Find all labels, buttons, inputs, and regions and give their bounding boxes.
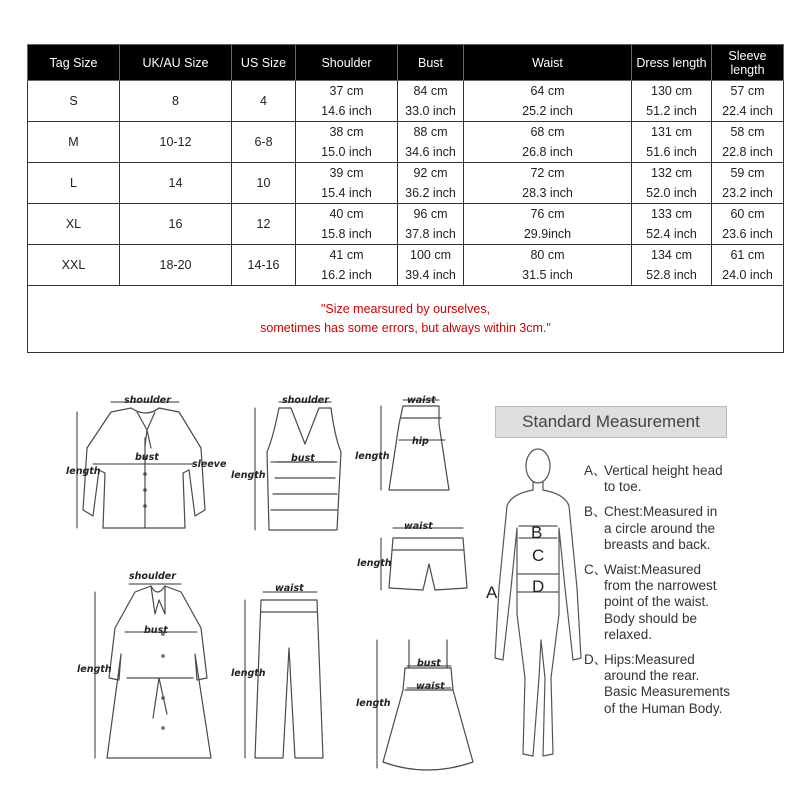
header-dress-length: Dress length xyxy=(632,45,712,81)
definition-line: breasts and back. xyxy=(604,536,711,552)
standard-measurement-title xyxy=(495,406,727,438)
definition-text xyxy=(604,463,723,495)
definition-line: around the rear. xyxy=(604,668,700,684)
coat-bust-label: bust xyxy=(144,625,168,636)
cell-bust-line: 33.0 inch xyxy=(405,104,456,118)
cell-waist xyxy=(464,204,632,245)
coat-length-label: length xyxy=(77,664,112,675)
table-row xyxy=(28,204,784,245)
definition-line: relaxed. xyxy=(604,626,653,642)
cell-shoulder-line: 14.6 inch xyxy=(321,104,372,118)
definition-text xyxy=(604,504,717,553)
cell-waist xyxy=(464,122,632,163)
definition-item xyxy=(584,652,764,717)
cell-shoulder-line: 15.8 inch xyxy=(321,227,372,241)
cell-sleeve xyxy=(712,81,784,122)
cell-bust-line: 92 cm xyxy=(413,166,448,180)
shorts-sketch xyxy=(389,538,467,590)
cell-sleeve-line: 61 cm xyxy=(730,248,765,262)
cell-tag: XXL xyxy=(28,245,120,286)
cell-bust xyxy=(398,204,464,245)
cell-uk: 16 xyxy=(120,204,232,245)
table-row xyxy=(28,81,784,122)
skirt-waist-label: waist xyxy=(407,395,436,406)
measurement-note xyxy=(28,286,784,353)
cell-waist-line: 68 cm xyxy=(530,125,565,139)
definition-key: A、 xyxy=(584,463,607,478)
definition-key: D、 xyxy=(584,652,608,668)
cell-shoulder-line: 41 cm xyxy=(329,248,364,262)
definition-text xyxy=(604,652,730,717)
note-line-2: sometimes has some errors, but always within 3cm." xyxy=(260,321,551,335)
cell-bust-line: 100 cm xyxy=(410,248,451,262)
trousers-waist-label: waist xyxy=(275,583,304,594)
coat-sketch xyxy=(107,586,211,758)
blouse-sleeve-label: sleeve xyxy=(192,459,227,470)
cell-sleeve xyxy=(712,163,784,204)
note-row xyxy=(28,286,784,353)
cell-us: 6-8 xyxy=(232,122,296,163)
definition-item xyxy=(584,463,764,495)
blouse-length-label: length xyxy=(66,466,101,477)
tank-top-sketch xyxy=(267,408,341,530)
definition-line: Waist:Measured xyxy=(604,562,702,578)
cell-waist-line: 31.5 inch xyxy=(522,268,573,282)
definition-line: Basic Measurements xyxy=(604,684,731,700)
body-letter-c: C xyxy=(532,546,545,565)
cell-sleeve xyxy=(712,204,784,245)
cell-bust-line: 39.4 inch xyxy=(405,268,456,282)
cell-shoulder xyxy=(296,245,398,286)
cell-sleeve xyxy=(712,122,784,163)
cell-us: 14-16 xyxy=(232,245,296,286)
blouse-bust-label: bust xyxy=(135,452,159,463)
definition-key: B、 xyxy=(584,504,607,520)
header-uk-au-size: UK/AU Size xyxy=(120,45,232,81)
cell-waist xyxy=(464,81,632,122)
definition-key: C、 xyxy=(584,562,608,578)
dress-waist-label: waist xyxy=(416,681,445,692)
cell-dress-line: 52.8 inch xyxy=(646,268,697,282)
table-header-row xyxy=(28,45,784,81)
cell-dress-line: 134 cm xyxy=(651,248,692,262)
cell-sleeve-line: 60 cm xyxy=(730,207,765,221)
tank-bust-label: bust xyxy=(291,453,315,464)
cell-shoulder-line: 16.2 inch xyxy=(321,268,372,282)
definition-line: point of the waist. xyxy=(604,594,710,610)
cell-bust-line: 96 cm xyxy=(413,207,448,221)
cell-dress xyxy=(632,204,712,245)
cell-bust-line: 84 cm xyxy=(413,84,448,98)
cell-bust xyxy=(398,163,464,204)
header-tag-size: Tag Size xyxy=(28,45,120,81)
cell-dress xyxy=(632,81,712,122)
cell-shoulder-line: 15.4 inch xyxy=(321,186,372,200)
cell-dress-line: 51.6 inch xyxy=(646,145,697,159)
header-bust: Bust xyxy=(398,45,464,81)
header-waist: Waist xyxy=(464,45,632,81)
cell-uk: 8 xyxy=(120,81,232,122)
note-line-1: "Size mearsured by ourselves, xyxy=(320,302,491,316)
header-us-size: US Size xyxy=(232,45,296,81)
cell-us: 10 xyxy=(232,163,296,204)
cell-waist-line: 25.2 inch xyxy=(522,104,573,118)
cell-shoulder-line: 15.0 inch xyxy=(321,145,372,159)
cell-waist-line: 64 cm xyxy=(530,84,565,98)
cell-shoulder-line: 40 cm xyxy=(329,207,364,221)
cell-dress xyxy=(632,245,712,286)
human-body-sketch xyxy=(495,449,581,756)
cell-waist-line: 28.3 inch xyxy=(522,186,573,200)
cell-dress-line: 130 cm xyxy=(651,84,692,98)
trousers-length-label: length xyxy=(231,668,266,679)
definition-line: Hips:Measured xyxy=(604,652,695,668)
cell-shoulder xyxy=(296,81,398,122)
definition-line: to toe. xyxy=(604,479,642,495)
cell-bust-line: 37.8 inch xyxy=(405,227,456,241)
cell-uk: 10-12 xyxy=(120,122,232,163)
cell-sleeve xyxy=(712,245,784,286)
cell-dress-line: 51.2 inch xyxy=(646,104,697,118)
shorts-length-label: length xyxy=(357,558,392,569)
definition-item xyxy=(584,504,764,553)
definition-line: Vertical height head xyxy=(604,463,723,478)
header-sleeve-length: Sleeve length xyxy=(712,45,784,81)
cell-shoulder xyxy=(296,163,398,204)
measurement-definitions xyxy=(584,463,764,726)
cell-dress-line: 132 cm xyxy=(651,166,692,180)
cell-waist xyxy=(464,163,632,204)
definition-item xyxy=(584,562,764,643)
cell-dress-line: 52.0 inch xyxy=(646,186,697,200)
definition-line: a circle around the xyxy=(604,520,716,536)
blouse-shoulder-label: shoulder xyxy=(124,395,171,406)
cell-shoulder xyxy=(296,204,398,245)
tank-length-label: length xyxy=(231,470,266,481)
cell-uk: 14 xyxy=(120,163,232,204)
body-letter-d: D xyxy=(532,577,545,596)
shorts-waist-label: waist xyxy=(404,521,433,532)
skirt-hip-label: hip xyxy=(412,436,429,447)
cell-waist-line: 76 cm xyxy=(530,207,565,221)
cell-waist-line: 29.9inch xyxy=(523,227,572,241)
cell-sleeve-line: 23.2 inch xyxy=(722,186,773,200)
cell-sleeve-line: 23.6 inch xyxy=(722,227,773,241)
skirt-sketch xyxy=(389,406,449,490)
cell-dress xyxy=(632,122,712,163)
cell-dress-line: 52.4 inch xyxy=(646,227,697,241)
skirt-length-label: length xyxy=(355,451,390,462)
cell-us: 12 xyxy=(232,204,296,245)
body-letter-a: A xyxy=(486,583,498,602)
cell-dress-line: 131 cm xyxy=(651,125,692,139)
table-row xyxy=(28,122,784,163)
cell-waist-line: 26.8 inch xyxy=(522,145,573,159)
cell-bust-line: 88 cm xyxy=(413,125,448,139)
tank-shoulder-label: shoulder xyxy=(282,395,329,406)
blouse-sketch xyxy=(83,408,205,528)
coat-shoulder-label: shoulder xyxy=(129,571,176,582)
cell-bust xyxy=(398,81,464,122)
table-row xyxy=(28,163,784,204)
cell-tag: M xyxy=(28,122,120,163)
cell-sleeve-line: 57 cm xyxy=(730,84,765,98)
definition-line: of the Human Body. xyxy=(604,700,723,716)
cell-sleeve-line: 22.4 inch xyxy=(722,104,773,118)
trousers-sketch xyxy=(255,600,323,758)
cell-waist-line: 80 cm xyxy=(530,248,565,262)
cell-sleeve-line: 58 cm xyxy=(730,125,765,139)
cell-waist xyxy=(464,245,632,286)
cell-tag: XL xyxy=(28,204,120,245)
cell-sleeve-line: 59 cm xyxy=(730,166,765,180)
measurement-guide-figure xyxy=(55,378,763,794)
cell-waist-line: 72 cm xyxy=(530,166,565,180)
cell-shoulder-line: 38 cm xyxy=(329,125,364,139)
cell-tag: S xyxy=(28,81,120,122)
dress-bust-label: bust xyxy=(417,658,441,669)
cell-dress-line: 133 cm xyxy=(651,207,692,221)
definition-text xyxy=(604,562,717,643)
body-letter-b: B xyxy=(531,523,543,542)
cell-bust-line: 34.6 inch xyxy=(405,145,456,159)
definition-line: Chest:Measured in xyxy=(604,504,718,520)
cell-us: 4 xyxy=(232,81,296,122)
cell-dress xyxy=(632,163,712,204)
cell-bust xyxy=(398,122,464,163)
cell-shoulder-line: 39 cm xyxy=(329,166,364,180)
cell-sleeve-line: 22.8 inch xyxy=(722,145,773,159)
cell-sleeve-line: 24.0 inch xyxy=(722,268,773,282)
definition-line: from the narrowest xyxy=(604,578,717,594)
cell-tag: L xyxy=(28,163,120,204)
standard-measurement-title-text: Standard Measurement xyxy=(522,412,700,431)
cell-shoulder xyxy=(296,122,398,163)
cell-shoulder-line: 37 cm xyxy=(329,84,364,98)
dress-length-label: length xyxy=(356,698,391,709)
size-chart-table xyxy=(27,44,784,353)
definition-line: Body should be xyxy=(604,610,698,626)
header-shoulder: Shoulder xyxy=(296,45,398,81)
cell-uk: 18-20 xyxy=(120,245,232,286)
cell-bust xyxy=(398,245,464,286)
table-row xyxy=(28,245,784,286)
cell-bust-line: 36.2 inch xyxy=(405,186,456,200)
